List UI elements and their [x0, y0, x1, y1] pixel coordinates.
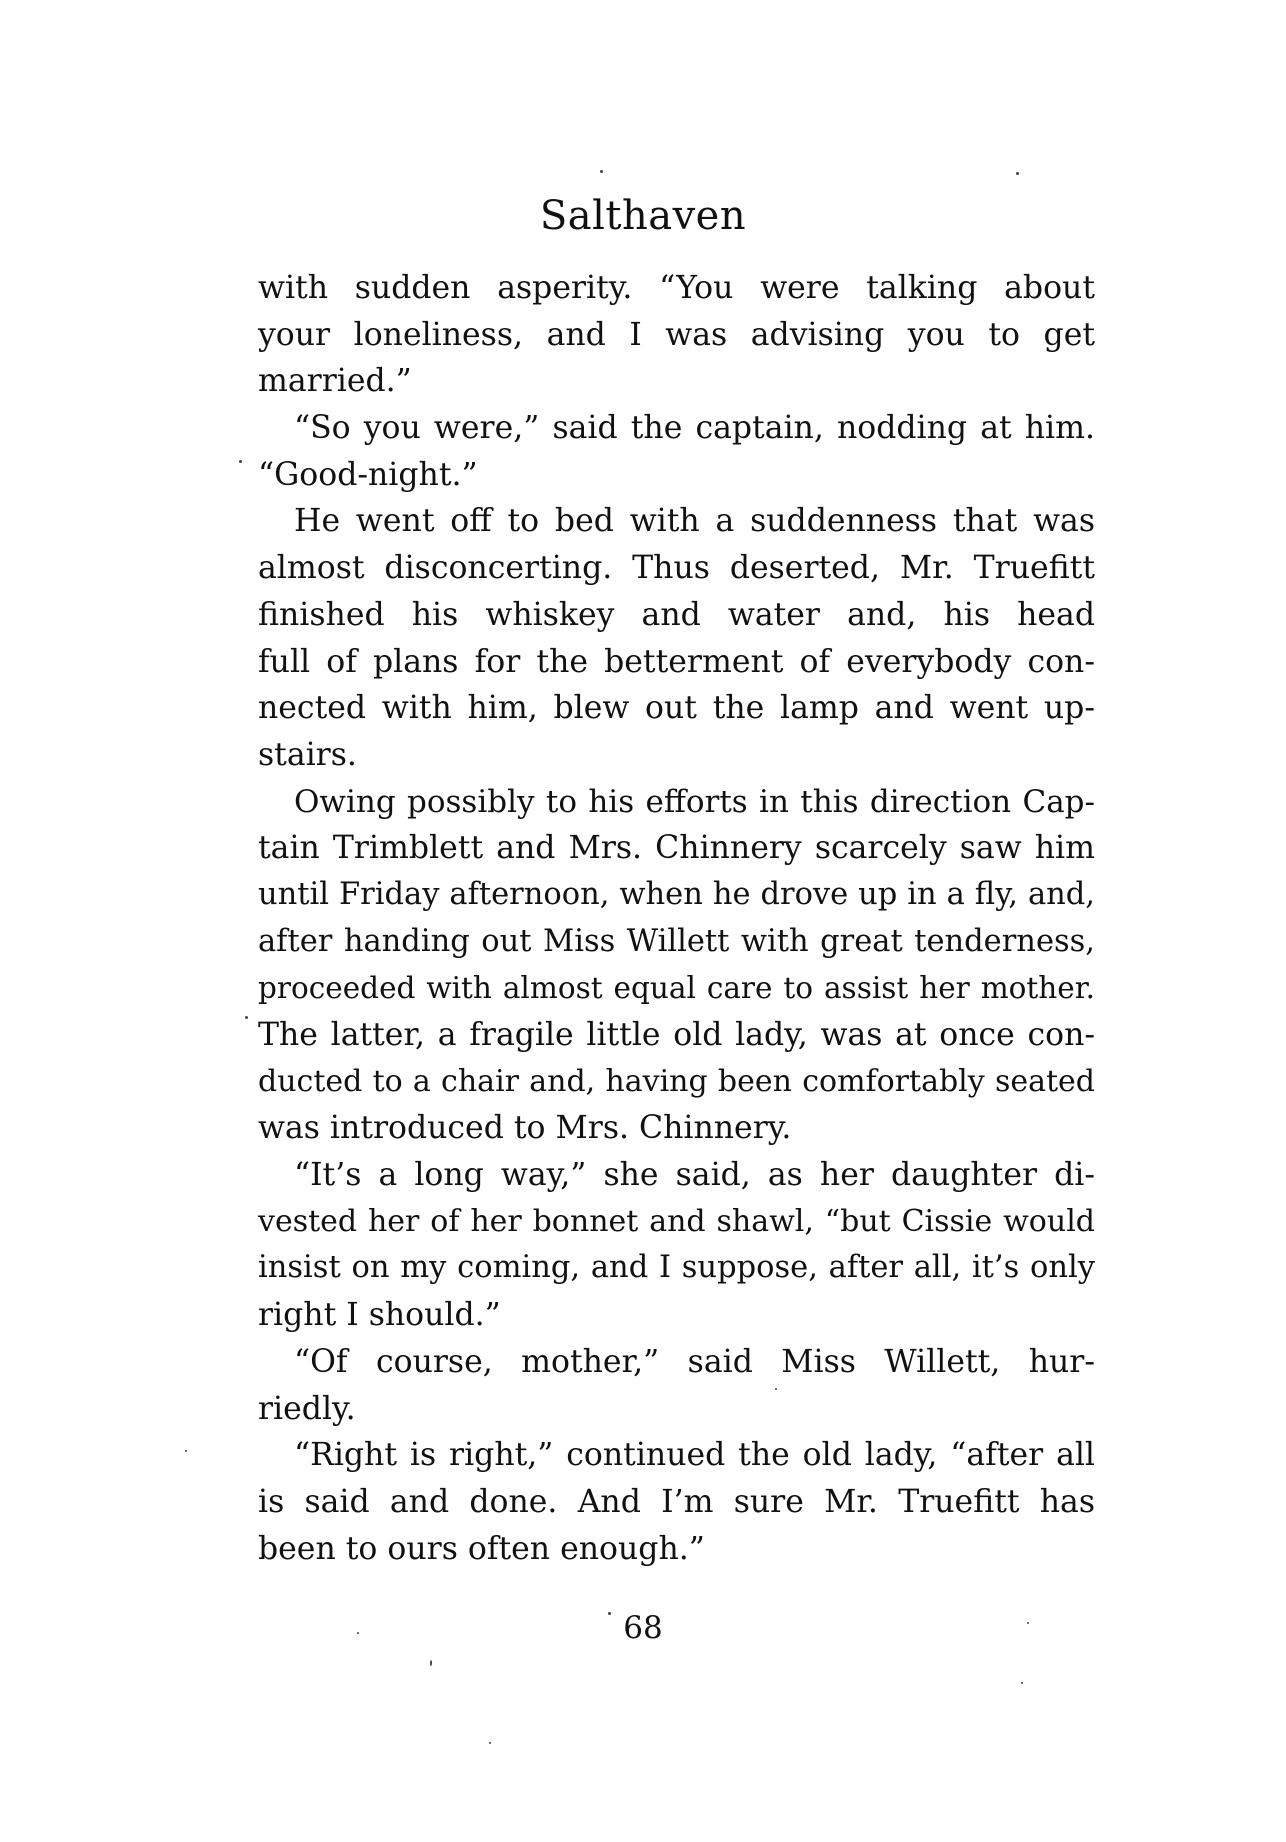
- scan-speck: [245, 1016, 248, 1019]
- text-line: The latter, a fragile little old lady, was at once con-: [258, 1017, 1095, 1053]
- text-line: with sudden asperity. “You were talking about: [258, 270, 1095, 306]
- text-line: insist on my coming, and I suppose, after all, it’s only: [258, 1250, 1095, 1286]
- text-line: been to ours often enough.”: [258, 1530, 705, 1567]
- running-head: Salthaven: [539, 193, 747, 239]
- scan-speck: [185, 1450, 187, 1452]
- scan-speck: [1016, 172, 1019, 175]
- text-line: until Friday afternoon, when he drove up in a fly, and,: [258, 876, 1095, 912]
- text-line: married.”: [258, 363, 412, 400]
- scan-speck: [357, 1632, 359, 1634]
- text-line: your loneliness, and I was advising you to get: [258, 316, 1095, 353]
- text-line: Owing possibly to his efforts in this direction Cap-: [294, 783, 1095, 820]
- scan-speck: [239, 460, 242, 463]
- text-line: full of plans for the betterment of everybody con-: [258, 643, 1095, 680]
- text-line: “Good-night.”: [258, 456, 478, 493]
- text-line: “It’s a long way,” she said, as her daughter di-: [294, 1157, 1095, 1194]
- body-text: [258, 265, 1095, 1572]
- scan-speck: [1027, 1622, 1029, 1624]
- page-number: 68: [623, 1610, 663, 1646]
- text-line: tain Trimblett and Mrs. Chinnery scarcely saw him: [258, 830, 1095, 867]
- text-line: ducted to a chair and, having been comfortably seated: [258, 1063, 1095, 1099]
- text-line: vested her of her bonnet and shawl, “but Cissie would: [258, 1203, 1095, 1239]
- text-line: riedly.: [258, 1390, 356, 1427]
- scan-speck: [430, 1660, 432, 1666]
- scan-speck: [608, 1612, 611, 1615]
- text-line: finished his whiskey and water and, his head: [258, 596, 1095, 633]
- text-line: “So you were,” said the captain, nodding at him.: [294, 410, 1095, 447]
- text-line: almost disconcerting. Thus deserted, Mr. Truefitt: [258, 550, 1095, 587]
- text-line: “Of course, mother,” said Miss Willett, hur-: [294, 1343, 1095, 1380]
- text-line: proceeded with almost equal care to assist her mother.: [258, 971, 1095, 1006]
- scan-speck: [489, 1742, 491, 1744]
- text-line: after handing out Miss Willett with great tenderness,: [258, 923, 1095, 959]
- scan-speck: [1021, 1682, 1023, 1684]
- text-line: right I should.”: [258, 1297, 501, 1334]
- text-line: was introduced to Mrs. Chinnery.: [258, 1110, 792, 1147]
- text-line: is said and done. And I’m sure Mr. Truefitt has: [258, 1483, 1095, 1520]
- scan-speck: [775, 1388, 777, 1390]
- scan-speck: [600, 170, 603, 173]
- text-line: “Right is right,” continued the old lady, “after all: [294, 1437, 1095, 1474]
- text-line: nected with him, blew out the lamp and went up-: [258, 690, 1095, 727]
- text-line: stairs.: [258, 736, 357, 773]
- text-line: He went off to bed with a suddenness that was: [294, 503, 1095, 540]
